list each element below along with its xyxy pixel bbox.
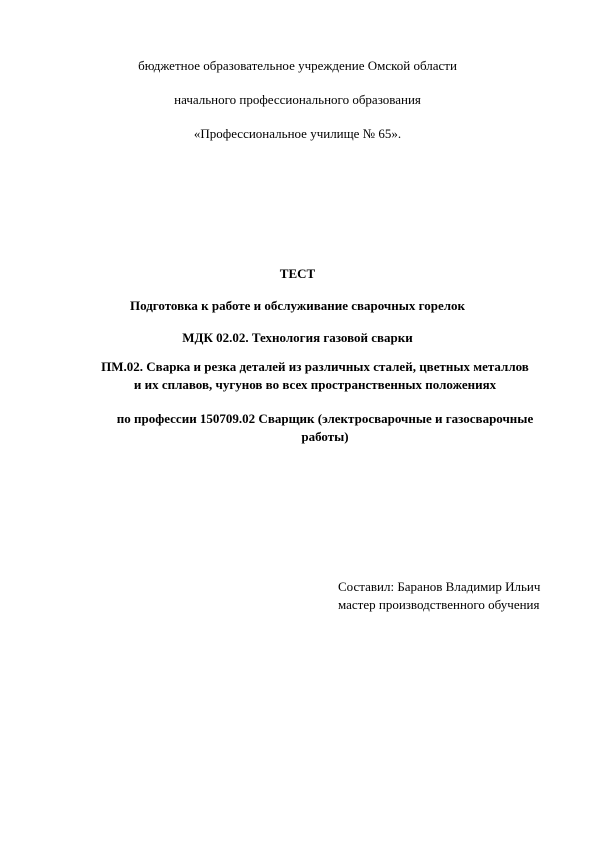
pm-line-2: и их сплавов, чугунов во всех пространственных положениях — [133, 377, 497, 392]
test-topic: Подготовка к работе и обслуживание сварочных горелок — [129, 298, 466, 313]
compiled-by: Составил: Баранов Владимир Ильич — [338, 579, 541, 594]
author-position: мастер производственного обучения — [338, 597, 540, 612]
document-type-title: ТЕСТ — [279, 266, 316, 281]
institution-line-1: бюджетное образовательное учреждение Омской области — [138, 58, 457, 73]
pm-line-1: ПМ.02. Сварка и резка деталей из различных сталей, цветных металлов — [101, 359, 529, 374]
profession-line-2: работы) — [301, 429, 349, 444]
author-block — [338, 578, 540, 614]
pm-block — [80, 358, 550, 394]
institution-line-3: «Профессиональное училище № 65». — [193, 126, 402, 141]
mdk-title: МДК 02.02. Технология газовой сварки — [182, 330, 413, 345]
institution-line-2: начального профессионального образования — [174, 92, 421, 107]
profession-line-1: по профессии 150709.02 Сварщик (электросварочные и газосварочные — [116, 411, 534, 426]
profession-block — [80, 410, 570, 446]
